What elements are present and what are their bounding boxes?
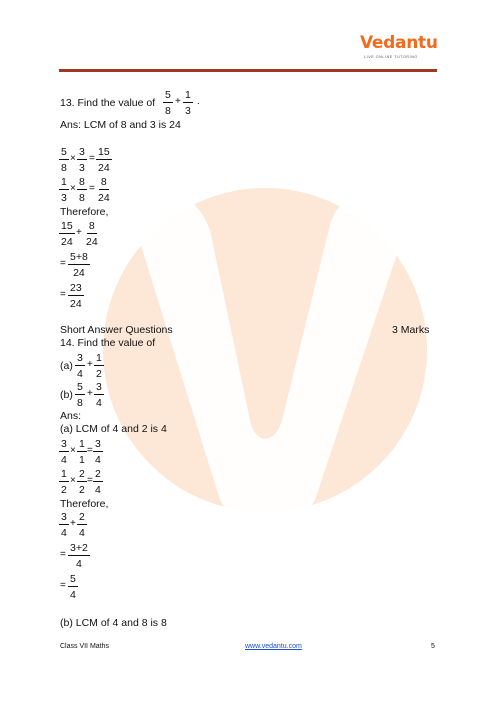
q14-step2-frac: $\frac{3+2}{4}$ (70, 542, 88, 570)
q13-l1-frac-c: $\frac{15}{24}$ (98, 146, 110, 174)
q13-l2-frac-b: $\frac{8}{8}$ (79, 176, 85, 204)
q14-l2-times: × (70, 475, 76, 486)
footer-page-number: 5 (431, 643, 435, 650)
q14-a-plus: + (87, 359, 93, 370)
q13-l1-equals: = (89, 153, 95, 164)
q14-b-label: (b) (60, 389, 73, 401)
q13-period: . (197, 96, 200, 107)
q13-step2-frac: $\frac{5+8}{24}$ (70, 251, 88, 279)
q14-b-plus: + (87, 388, 93, 399)
section-title: Short Answer Questions (60, 324, 173, 336)
q14-a-frac-2: $\frac{1}{2}$ (96, 352, 102, 380)
q14-l2-equals: = (87, 475, 93, 486)
q14-step3-frac: $\frac{5}{4}$ (70, 573, 76, 601)
q14-l2-frac-b: $\frac{2}{2}$ (79, 468, 85, 496)
q13-fraction-1: $\frac{5}{8}$ (165, 89, 171, 117)
q14-a-frac-1: $\frac{3}{4}$ (77, 352, 83, 380)
q13-l2-frac-c: $\frac{8}{24}$ (98, 176, 110, 204)
q14-prompt: 14. Find the value of (60, 337, 156, 349)
q14-l1-times: × (70, 445, 76, 456)
q14-l1-equals: = (87, 445, 93, 456)
q13-prompt: 13. Find the value of (60, 97, 156, 109)
q14-b-frac-1: $\frac{5}{8}$ (77, 381, 83, 409)
q13-l2-frac-a: $\frac{1}{3}$ (61, 176, 67, 204)
footer-class: Class VII Maths (60, 643, 110, 650)
q13-l1-frac-b: $\frac{3}{3}$ (79, 146, 85, 174)
q14-l2-frac-a: $\frac{1}{2}$ (61, 468, 67, 496)
q14-sum-plus: + (70, 518, 76, 529)
q13-l1-frac-a: $\frac{5}{8}$ (61, 146, 67, 174)
q13-answer-lcm: Ans: LCM of 8 and 3 is 24 (60, 119, 181, 131)
section-marks: 3 Marks (392, 324, 430, 336)
q13-sum-frac-a: $\frac{15}{24}$ (61, 220, 73, 248)
q13-l2-times: × (70, 183, 76, 194)
q13-step2-equals: = (60, 258, 66, 269)
q13-plus: + (175, 96, 181, 107)
q14-a-lcm: (a) LCM of 4 and 2 is 4 (60, 423, 167, 435)
q13-l1-times: × (70, 153, 76, 164)
vedantu-watermark-logo (100, 170, 430, 530)
q14-step2-equals: = (60, 549, 66, 560)
q14-b-lcm: (b) LCM of 4 and 8 is 8 (60, 617, 167, 629)
q13-fraction-2: $\frac{1}{3}$ (185, 89, 191, 117)
q13-sum-frac-b: $\frac{8}{24}$ (86, 220, 98, 248)
vedantu-logo (360, 33, 440, 63)
header-rule (59, 69, 437, 72)
q13-step3-equals: = (60, 289, 66, 300)
brand-tagline: LIVE ONLINE TUTORING (364, 55, 418, 59)
q14-l2-frac-c: $\frac{2}{4}$ (95, 468, 101, 496)
q13-step3-frac: $\frac{23}{24}$ (70, 282, 82, 310)
q13-therefore: Therefore, (60, 206, 109, 218)
q14-l1-frac-b: $\frac{1}{1}$ (79, 438, 85, 466)
q14-sum-frac-b: $\frac{2}{4}$ (79, 511, 85, 539)
q14-a-label: (a) (60, 360, 73, 372)
q14-l1-frac-c: $\frac{3}{4}$ (95, 438, 101, 466)
q14-therefore: Therefore, (60, 498, 109, 510)
brand-name: Vedantu (360, 33, 438, 53)
q14-step3-equals: = (60, 580, 66, 591)
q14-sum-frac-a: $\frac{3}{4}$ (61, 511, 67, 539)
q13-sum-plus: + (76, 227, 82, 238)
q13-l2-equals: = (89, 183, 95, 194)
q14-answer-label: Ans: (60, 410, 82, 422)
q14-l1-frac-a: $\frac{3}{4}$ (61, 438, 67, 466)
footer-website-link[interactable]: www.vedantu.com (245, 643, 302, 650)
q14-b-frac-2: $\frac{3}{4}$ (96, 381, 102, 409)
